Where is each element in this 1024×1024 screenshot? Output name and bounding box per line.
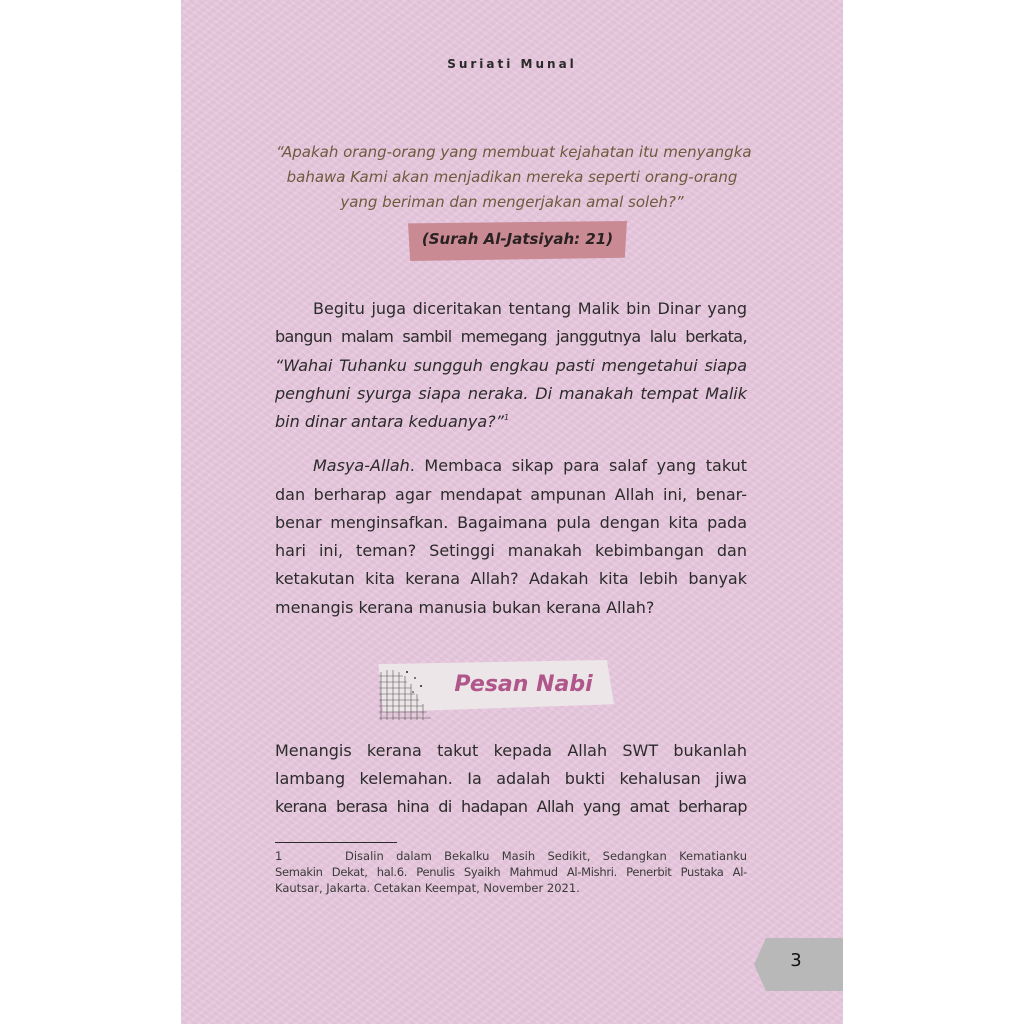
quote-line: bahawa Kami akan menjadikan mereka seperti orang-orang (286, 168, 738, 186)
text-line (275, 412, 747, 431)
italic-term: Masya-Allah (313, 456, 410, 475)
text-line: Begitu juga diceritakan tentang Malik bin Dinar yang (313, 299, 747, 318)
book-page (181, 0, 843, 1024)
text-line: bangun malam sambil memegang janggutnya lalu berkata, (275, 327, 747, 346)
quote-line: “Apakah orang-orang yang membuat kejahatan itu menyangka (276, 143, 752, 161)
footnote-line (275, 848, 747, 864)
text-line: Menangis kerana takut kepada Allah SWT bukanlah (275, 741, 747, 760)
footnote-number: 1 (275, 849, 283, 863)
text-line: kerana berasa hina di hadapan Allah yang amat berharap (275, 797, 747, 816)
text-span: . Membaca sikap para salaf yang takut (409, 456, 747, 475)
quote-line: yang beriman dan mengerjakan amal soleh?” (340, 193, 684, 211)
text-line: benar menginsafkan. Bagaimana pula dengan kita pada (275, 513, 747, 532)
footnote-line: Kautsar, Jakarta. Cetakan Keempat, November 2021. (275, 881, 580, 895)
text-line: penghuni syurga siapa neraka. Di manakah tempat Malik (275, 384, 747, 403)
footnote-marker: 1 (503, 413, 510, 422)
text-line: hari ini, teman? Setinggi manakah kebimbangan dan (275, 541, 747, 560)
grid-paper-decoration (377, 664, 433, 722)
text-line: menangis kerana manusia bukan kerana Allah? (275, 598, 655, 617)
page-number: 3 (790, 950, 802, 971)
footnote (275, 848, 747, 896)
footnote-line: Semakin Dekat, hal.6. Penulis Syaikh Mahmud Al-Mishri. Penerbit Pustaka Al- (275, 865, 747, 879)
quran-quote (276, 140, 752, 215)
text-line (313, 456, 747, 475)
section-heading-pesan-nabi: Pesan Nabi (454, 672, 593, 697)
quote-reference: (Surah Al-Jatsiyah: 21) (421, 230, 614, 248)
text-line: lambang kelemahan. Ia adalah bukti kehalusan jiwa (275, 769, 747, 788)
text-span: bin dinar antara keduanya?” (275, 412, 504, 431)
running-header-author: Suriati Munal (447, 57, 577, 71)
text-line: dan berharap agar mendapat ampunan Allah ini, benar- (275, 485, 747, 504)
footnote-divider (275, 842, 397, 843)
text-line: ketakutan kita kerana Allah? Adakah kita lebih banyak (275, 569, 747, 588)
text-line: “Wahai Tuhanku sungguh engkau pasti mengetahui siapa (275, 356, 747, 375)
text-span: Disalin dalam Bekalku Masih Sedikit, Sedangkan Kematianku (345, 849, 747, 863)
